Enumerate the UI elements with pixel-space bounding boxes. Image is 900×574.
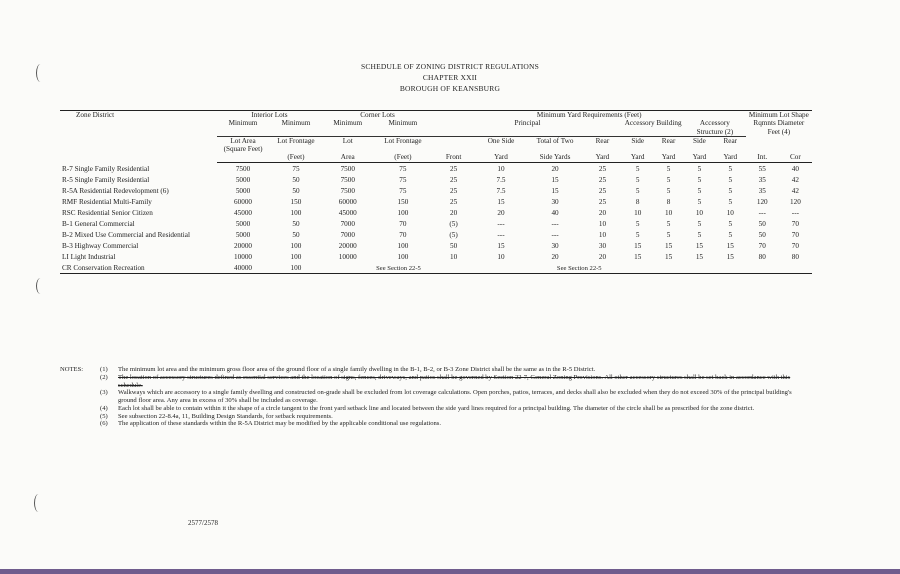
col-lot: Lot xyxy=(342,136,353,145)
chapter-title: CHAPTER XXII xyxy=(422,73,478,82)
bottom-bar xyxy=(0,569,900,574)
table-cell: 75 xyxy=(399,187,407,196)
col-lot-area: Lot Area (Square Feet) xyxy=(223,136,263,154)
table-cell: (5) xyxy=(449,231,458,240)
table-cell: 150 xyxy=(397,198,409,207)
table-cell: 7500 xyxy=(340,165,355,174)
table-cell: 7000 xyxy=(340,231,355,240)
table-cell: 8 xyxy=(635,198,640,207)
table-cell: 10000 xyxy=(338,253,357,262)
zone-name: LI Light Industrial xyxy=(62,253,116,262)
table-cell: 5 xyxy=(635,187,640,196)
col-minimum: Minimum xyxy=(269,119,322,136)
table-cell: 50 xyxy=(292,187,300,196)
table-cell: 5 xyxy=(728,198,733,207)
col-cor: Cor xyxy=(779,153,812,162)
col-interior-lots: Interior Lots xyxy=(217,111,323,120)
table-cell: 5 xyxy=(697,165,702,174)
table-cell: 20 xyxy=(598,209,607,218)
table-row xyxy=(60,196,812,207)
table-cell: 100 xyxy=(397,242,409,251)
table-cell: 15 xyxy=(695,253,704,262)
col-lot-frontage: Lot Frontage xyxy=(277,136,315,145)
table-cell: --- xyxy=(551,220,559,229)
table-cell: 7500 xyxy=(340,176,355,185)
borough-title: BOROUGH OF KEANSBURG xyxy=(399,84,501,93)
table-cell: 5 xyxy=(728,176,733,185)
table-cell: 40 xyxy=(791,165,799,174)
table-row xyxy=(60,174,812,185)
table-cell: 5 xyxy=(635,165,640,174)
table-cell: 5 xyxy=(728,165,733,174)
page-number: 2577/2578 xyxy=(188,519,218,527)
table-cell: 120 xyxy=(790,198,801,207)
col-area: Area xyxy=(322,153,373,162)
table-cell: 20000 xyxy=(338,242,357,251)
table-cell: 10 xyxy=(634,209,642,218)
col-corner-lots: Corner Lots xyxy=(322,111,432,120)
zone-name: R-5A Residential Redevelopment (6) xyxy=(62,187,169,196)
table-cell: 25 xyxy=(598,176,607,185)
zone-name: R-5 Single Family Residential xyxy=(62,176,150,185)
note-number: (3) xyxy=(100,389,108,397)
table-row xyxy=(60,240,812,251)
table-cell: 70 xyxy=(399,231,407,240)
table-cell: 40000 xyxy=(234,264,252,273)
table-row xyxy=(60,262,812,274)
table-row xyxy=(60,162,812,174)
table-cell: 7000 xyxy=(340,220,355,229)
col-side-yards: Side Yards xyxy=(527,153,582,162)
table-cell: 7.5 xyxy=(496,176,506,185)
col-accessory-building: Accessory Building xyxy=(622,119,684,136)
notes-label: NOTES: xyxy=(60,366,84,373)
table-cell: 25 xyxy=(598,187,607,196)
col-front: Front xyxy=(433,153,475,162)
table-cell: 15 xyxy=(634,242,642,251)
note-text: The application of these standards within the R-5A District may be modified by the applicable conditional use regulations. xyxy=(118,420,442,428)
left-margin-mark xyxy=(34,494,43,512)
table-cell: 10 xyxy=(695,209,704,218)
table-cell: 100 xyxy=(290,264,302,273)
table-body xyxy=(60,162,812,273)
col-yard: Yard xyxy=(684,153,715,162)
table-cell: 25 xyxy=(450,176,458,185)
table-row xyxy=(60,229,812,240)
table-cell: 5 xyxy=(635,231,640,240)
table-cell: 30 xyxy=(551,242,559,251)
note-text: See subsection 22-8.4a, 11, Building Design Standards, for setback requirements. xyxy=(118,412,333,420)
col-feet: (Feet) xyxy=(373,153,433,162)
table-cell: 10 xyxy=(497,165,505,174)
table-cell: 5 xyxy=(728,220,733,229)
table-cell: 50 xyxy=(292,220,300,229)
table-cell: --- xyxy=(497,220,505,229)
table-cell: 25 xyxy=(450,187,458,196)
note-item xyxy=(60,413,812,421)
table-row xyxy=(60,251,812,262)
col-zone-district: Zone District xyxy=(60,111,217,163)
table-cell: 5 xyxy=(728,231,733,240)
table-cell: 75 xyxy=(399,165,407,174)
table-cell: 100 xyxy=(290,209,302,218)
table-cell: 5 xyxy=(666,220,671,229)
table-cell: 5 xyxy=(697,176,702,185)
col-int: Int. xyxy=(746,153,779,162)
table-cell: 7500 xyxy=(235,165,251,174)
table-cell: 20 xyxy=(598,253,607,262)
table-cell: 15 xyxy=(551,176,559,185)
table-cell: 75 xyxy=(399,176,407,185)
note-number: (6) xyxy=(100,420,108,428)
col-one-side: One Side xyxy=(487,136,515,145)
table-cell: 15 xyxy=(664,253,673,262)
table-cell: 35 xyxy=(758,187,766,196)
table-cell: 80 xyxy=(791,253,799,262)
col-yard: Yard xyxy=(475,153,528,162)
table-cell: 15 xyxy=(551,187,559,196)
note-item xyxy=(60,420,812,428)
col-yard: Yard xyxy=(583,153,623,162)
table-cell: 5 xyxy=(728,187,733,196)
table-cell: 70 xyxy=(758,242,766,251)
zone-name: B-1 General Commercial xyxy=(62,220,135,229)
table-cell: 7500 xyxy=(340,187,355,196)
schedule-title: SCHEDULE OF ZONING DISTRICT REGULATIONS xyxy=(360,62,540,71)
table-cell: 15 xyxy=(726,242,734,251)
table-cell: 5 xyxy=(666,187,671,196)
table-cell: 20000 xyxy=(234,242,252,251)
table-cell: 70 xyxy=(791,220,799,229)
col-feet: (Feet) xyxy=(269,153,322,162)
table-cell: 5 xyxy=(697,198,702,207)
table-cell: 50 xyxy=(292,231,300,240)
table-cell: 100 xyxy=(290,242,302,251)
table-cell: 20 xyxy=(551,253,559,262)
note-text: The minimum lot area and the minimum gross floor area of the ground floor of a single family dwelling in the B-1, B-2, or B-3 Zone District shall be the same as in the R-5 District. xyxy=(118,366,596,373)
table-cell: 5 xyxy=(697,220,702,229)
table-cell: 45000 xyxy=(234,209,252,218)
zone-name: B-2 Mixed Use Commercial and Residential xyxy=(62,231,190,240)
table-cell: 10 xyxy=(726,209,734,218)
table-cell: 25 xyxy=(598,165,607,174)
zone-name: RSC Residential Senior Citizen xyxy=(62,209,153,218)
table-cell: 120 xyxy=(756,198,768,207)
table-cell: --- xyxy=(791,209,799,218)
col-rear: Rear xyxy=(595,136,610,145)
note-number: (4) xyxy=(100,404,108,412)
table-cell: 8 xyxy=(666,198,671,207)
table-cell: 10 xyxy=(664,209,673,218)
col-accessory-structure: Accessory Structure (2) xyxy=(684,119,746,136)
note-text: Each lot shall be able to contain within it the shape of a circle tangent to the front yard setback line and located between the side yard lines required for a principal building. The diameter of the circle shall be as prescribed for the zone district. xyxy=(118,404,755,412)
table-cell: 20 xyxy=(450,209,458,218)
col-yard: Yard xyxy=(653,153,684,162)
table-cell: 100 xyxy=(290,253,302,262)
table-cell: 5000 xyxy=(235,187,251,196)
table-cell: --- xyxy=(497,231,505,240)
see-section-note: See Section 22-5 xyxy=(376,265,421,273)
table-cell: (5) xyxy=(449,220,458,229)
zone-name: R-7 Single Family Residential xyxy=(62,165,150,174)
table-cell: 70 xyxy=(399,220,407,229)
table-row xyxy=(60,185,812,196)
zone-name: B-3 Highway Commercial xyxy=(62,242,139,251)
table-cell: 10 xyxy=(497,253,505,262)
col-principal: Principal xyxy=(433,119,623,136)
table-cell: 25 xyxy=(450,165,458,174)
col-lot-frontage-corner: Lot Frontage xyxy=(384,136,422,145)
table-cell: 40 xyxy=(551,209,559,218)
note-text: The location of accessory structures defined as essential services and the location of signs, fences, driveways, and patios shall be governed by Section 22-7, General Zoning Provisions. All other accessory structures shall be set back in accordance with this schedule. xyxy=(118,373,791,389)
table-cell: --- xyxy=(758,209,766,218)
col-min-yard: Minimum Yard Requirements (Feet) xyxy=(433,111,746,120)
table-cell: 5000 xyxy=(235,231,251,240)
zone-name: RMF Residential Multi-Family xyxy=(62,198,152,207)
table-cell: 5 xyxy=(635,176,640,185)
table-cell: 5 xyxy=(666,231,671,240)
col-minimum: Minimum xyxy=(322,119,373,136)
table-cell: 7.5 xyxy=(496,187,506,196)
left-margin-mark xyxy=(36,278,45,294)
table-cell: 60000 xyxy=(234,198,252,207)
col-min-lot-shape: Minimum Lot Shape Rqmnts Diameter Feet (4) xyxy=(746,111,812,154)
table-cell: 15 xyxy=(497,198,505,207)
table-cell: 45000 xyxy=(338,209,357,218)
table-cell: 80 xyxy=(758,253,766,262)
col-rear: Rear xyxy=(723,136,738,145)
table-cell: 50 xyxy=(758,231,766,240)
table-cell: 5 xyxy=(697,231,702,240)
table-cell: 42 xyxy=(791,187,799,196)
col-rear: Rear xyxy=(661,136,676,145)
table-cell: 35 xyxy=(758,176,766,185)
table-cell: 15 xyxy=(497,242,505,251)
table-row xyxy=(60,207,812,218)
note-item xyxy=(60,389,812,405)
table-cell: 25 xyxy=(450,198,458,207)
table-cell: 70 xyxy=(791,231,799,240)
col-side: Side xyxy=(693,136,706,145)
table-cell: 5000 xyxy=(235,176,251,185)
table-cell: 100 xyxy=(397,209,409,218)
table-cell: 50 xyxy=(292,176,300,185)
table-cell: 30 xyxy=(551,198,559,207)
col-minimum: Minimum xyxy=(373,119,433,136)
table-cell: 5000 xyxy=(235,220,251,229)
col-total-of-two: Total of Two xyxy=(536,136,574,145)
table-cell: 10000 xyxy=(234,253,252,262)
table-cell: 10 xyxy=(598,220,607,229)
table-cell: 5 xyxy=(635,220,640,229)
table-cell: 50 xyxy=(450,242,458,251)
see-section-note: See Section 22-5 xyxy=(556,265,602,273)
col-yard: Yard xyxy=(715,153,746,162)
table-cell: 10 xyxy=(450,253,458,262)
note-number: (5) xyxy=(100,412,108,420)
table-cell: 75 xyxy=(292,165,300,174)
table-cell: 100 xyxy=(397,253,409,262)
table-cell: 15 xyxy=(695,242,704,251)
note-item xyxy=(60,374,812,390)
table-cell: 15 xyxy=(634,253,642,262)
col-minimum: Minimum xyxy=(217,119,270,136)
table-cell: 55 xyxy=(758,165,766,174)
table-cell: 150 xyxy=(290,198,302,207)
note-number: (2) xyxy=(100,373,108,381)
table-cell: 25 xyxy=(598,198,607,207)
notes-section xyxy=(60,366,812,428)
table-cell: 15 xyxy=(726,253,734,262)
table-cell: 42 xyxy=(791,176,799,185)
table-cell: 5 xyxy=(666,176,671,185)
note-item xyxy=(60,366,812,374)
table-cell: 5 xyxy=(666,165,671,174)
table-cell: 20 xyxy=(497,209,505,218)
table-cell: 50 xyxy=(758,220,766,229)
table-cell: 20 xyxy=(551,165,559,174)
col-side: Side xyxy=(631,136,645,145)
note-item xyxy=(60,405,812,413)
table-cell: 60000 xyxy=(338,198,357,207)
table-cell: 15 xyxy=(664,242,673,251)
table-cell: 30 xyxy=(598,242,607,251)
table-row xyxy=(60,218,812,229)
note-text: Walkways which are accessory to a single family dwelling and constructed on-grade shall be excluded from lot coverage calculations. Open porches, patios, terraces, and decks shall also be excluded when they do not exceed 30% of the principal building's ground floor area. Any area in excess of 30% shall be included as coverage. xyxy=(118,389,792,405)
zoning-schedule-table xyxy=(60,110,812,274)
table-cell: 5 xyxy=(697,187,702,196)
zone-name: CR Conservation Recreation xyxy=(62,264,145,273)
col-yard: Yard xyxy=(622,153,653,162)
table-cell: 10 xyxy=(598,231,607,240)
table-cell: 70 xyxy=(791,242,799,251)
note-number: (1) xyxy=(100,366,108,373)
table-cell: --- xyxy=(551,231,559,240)
